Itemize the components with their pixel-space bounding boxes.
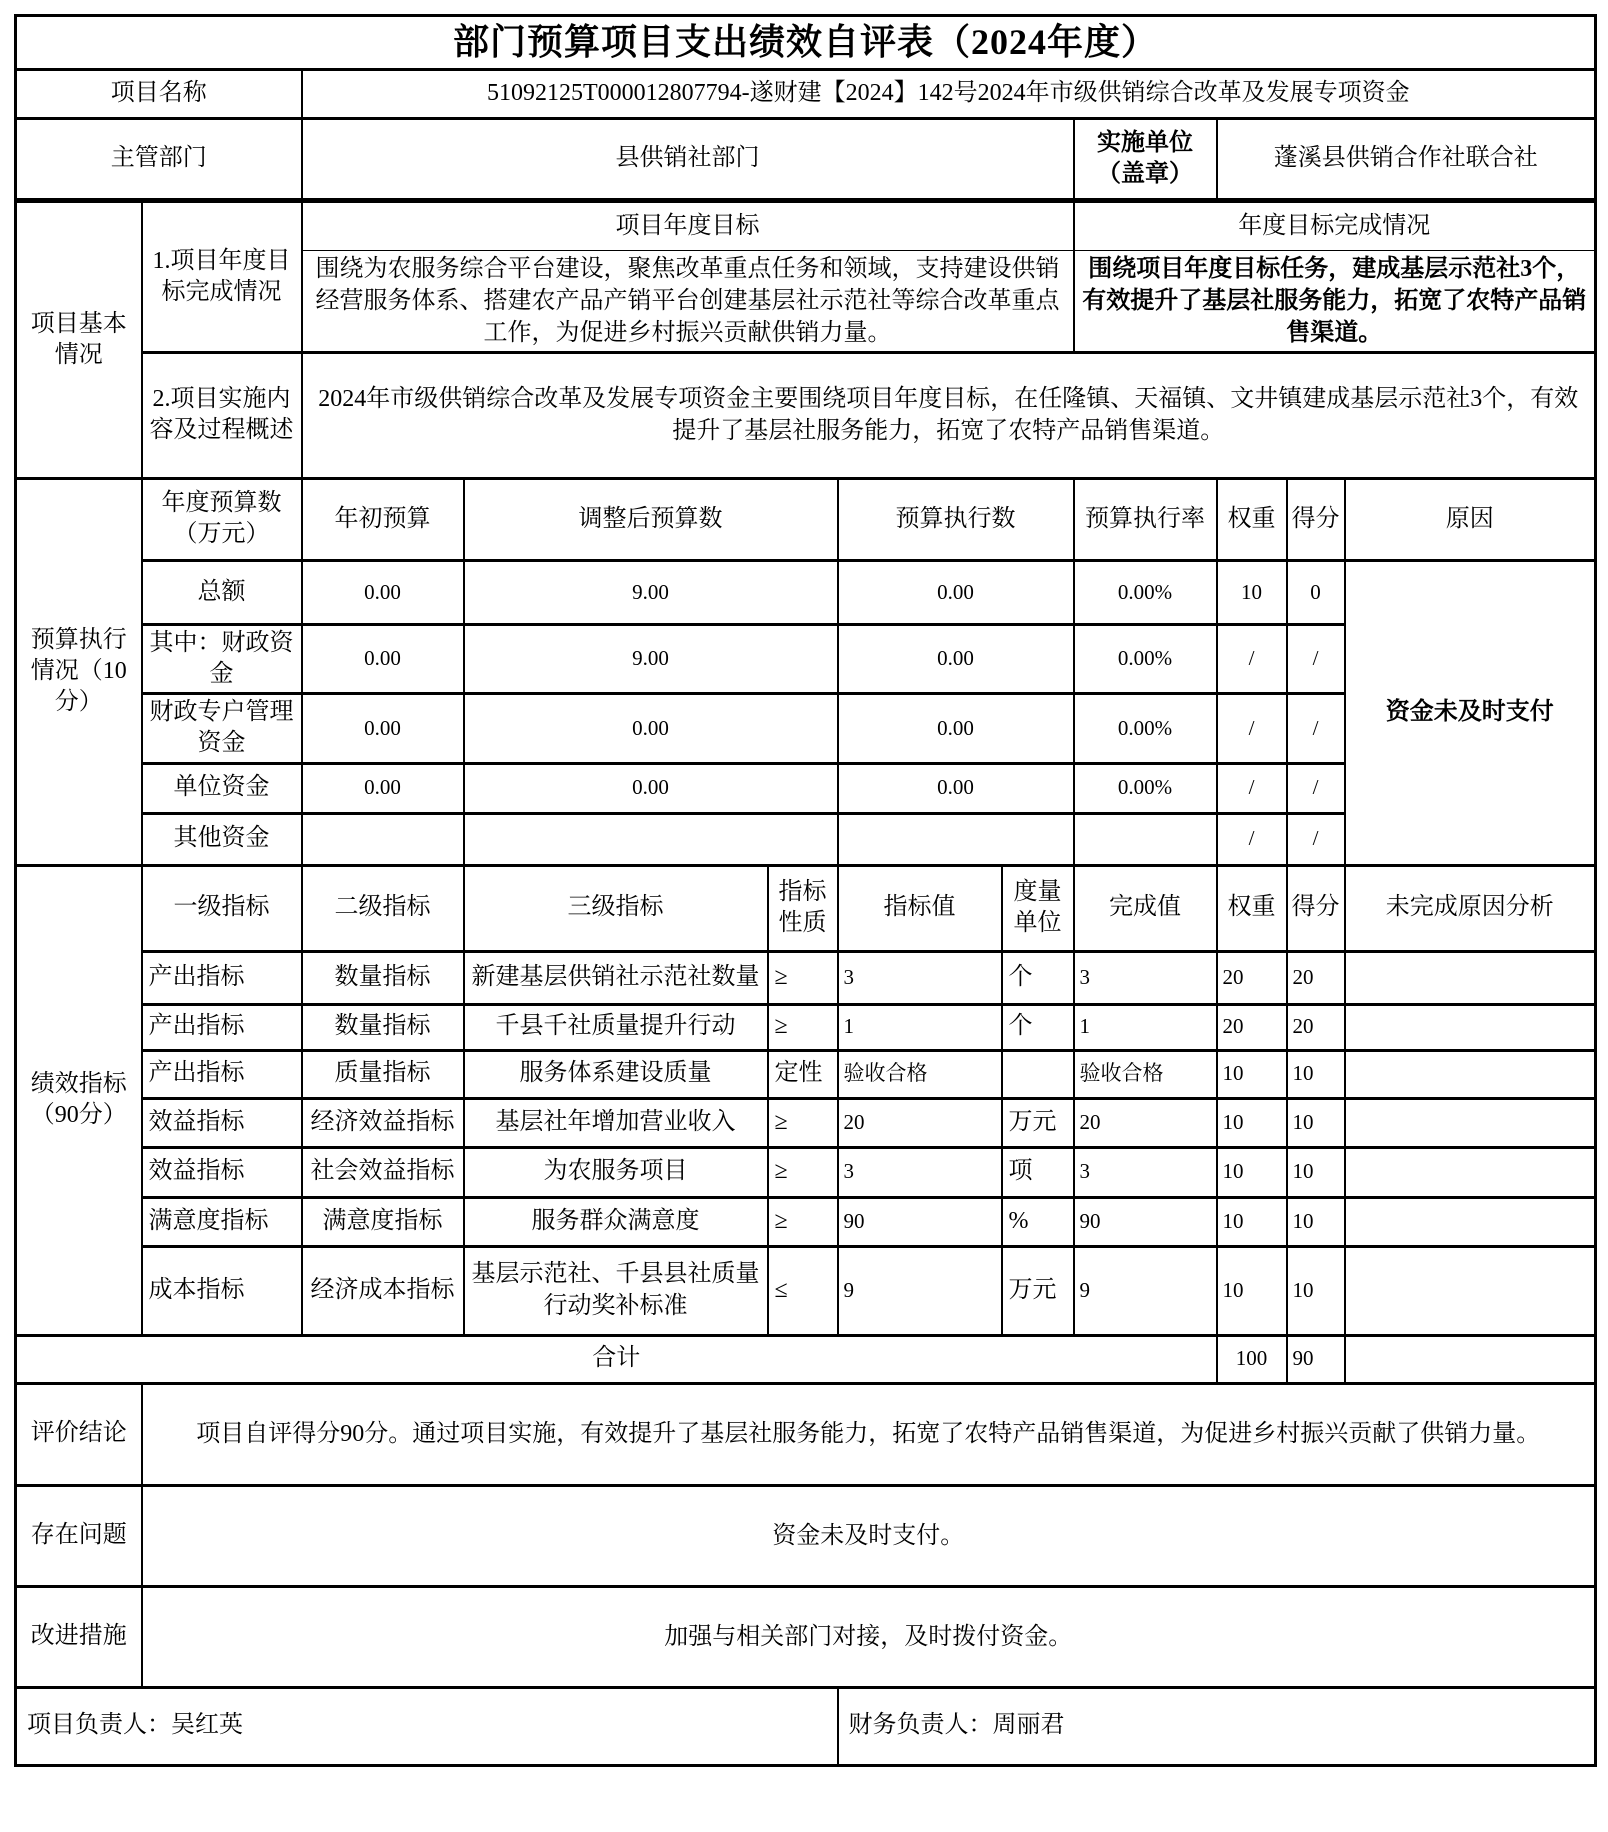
perf-header-done: 完成值 xyxy=(1074,865,1217,951)
perf-cell-reason xyxy=(1345,1246,1596,1335)
perf-cell-unit: 万元 xyxy=(1002,1246,1074,1335)
budget-cell: 0.00 xyxy=(302,694,464,763)
perf-cell-l1: 成本指标 xyxy=(142,1246,302,1335)
perf-cell-done: 3 xyxy=(1074,951,1217,1004)
budget-cell: 0.00 xyxy=(464,763,838,813)
budget-cell: 0.00 xyxy=(838,763,1074,813)
perf-cell-unit xyxy=(1002,1050,1074,1098)
perf-cell-l3: 服务群众满意度 xyxy=(464,1197,768,1246)
goal-done-header: 年度目标完成情况 xyxy=(1074,200,1596,250)
budget-cell: 0.00 xyxy=(838,694,1074,763)
perf-cell-reason xyxy=(1345,1197,1596,1246)
perf-cell-l1: 效益指标 xyxy=(142,1147,302,1197)
perf-header-unit: 度量单位 xyxy=(1002,865,1074,951)
budget-header-rate: 预算执行率 xyxy=(1074,478,1217,560)
budget-row-label: 总额 xyxy=(142,560,302,624)
perf-cell-unit: 个 xyxy=(1002,951,1074,1004)
conclusion-text: 项目自评得分90分。通过项目实施，有效提升了基层社服务能力，拓宽了农特产品销售渠道，为促进乡村振兴贡献了供销力量。 xyxy=(142,1383,1596,1485)
budget-header-reason: 原因 xyxy=(1345,478,1596,560)
impl-text: 2024年市级供销综合改革及发展专项资金主要围绕项目年度目标，在任隆镇、天福镇、文井镇建成基层示范社3个，有效提升了基层社服务能力，拓宽了农特产品销售渠道。 xyxy=(302,352,1596,478)
basic-section-label: 项目基本情况 xyxy=(16,200,142,478)
perf-cell-target: 9 xyxy=(838,1246,1002,1335)
perf-cell-l3: 基层社年增加营业收入 xyxy=(464,1098,768,1147)
improvement-label: 改进措施 xyxy=(16,1586,142,1687)
budget-cell: 0.00% xyxy=(1074,624,1217,693)
budget-row-label: 财政专户管理资金 xyxy=(142,694,302,763)
perf-header-weight: 权重 xyxy=(1217,865,1287,951)
perf-cell-target: 验收合格 xyxy=(838,1050,1002,1098)
perf-cell-weight: 20 xyxy=(1217,951,1287,1004)
perf-cell-l3: 为农服务项目 xyxy=(464,1147,768,1197)
perf-cell-target: 1 xyxy=(838,1004,1002,1050)
perf-cell-weight: 20 xyxy=(1217,1004,1287,1050)
perf-cell-l1: 满意度指标 xyxy=(142,1197,302,1246)
perf-header-l3: 三级指标 xyxy=(464,865,768,951)
project-name-label: 项目名称 xyxy=(16,69,302,118)
budget-cell: 0 xyxy=(1287,560,1345,624)
budget-cell: / xyxy=(1217,813,1287,865)
perf-cell-weight: 10 xyxy=(1217,1246,1287,1335)
perf-cell-done: 1 xyxy=(1074,1004,1217,1050)
perf-cell-score: 20 xyxy=(1287,1004,1345,1050)
budget-cell: 0.00% xyxy=(1074,694,1217,763)
perf-header-reason: 未完成原因分析 xyxy=(1345,865,1596,951)
perf-cell-weight: 10 xyxy=(1217,1197,1287,1246)
perf-cell-nature: 定性 xyxy=(768,1050,838,1098)
perf-cell-l1: 效益指标 xyxy=(142,1098,302,1147)
budget-cell: 0.00 xyxy=(838,560,1074,624)
goal-text: 围绕为农服务综合平台建设，聚焦改革重点任务和领域，支持建设供销经营服务体系、搭建农产品产销平台创建基层社示范社等综合改革重点工作，为促进乡村振兴贡献供销力量。 xyxy=(302,250,1074,352)
budget-cell: 0.00% xyxy=(1074,763,1217,813)
perf-cell-done: 9 xyxy=(1074,1246,1217,1335)
total-reason xyxy=(1345,1335,1596,1383)
budget-cell: / xyxy=(1217,624,1287,693)
impl-unit-value: 蓬溪县供销合作社联合社 xyxy=(1217,118,1596,200)
budget-cell: 9.00 xyxy=(464,560,838,624)
budget-header-score: 得分 xyxy=(1287,478,1345,560)
perf-header-l2: 二级指标 xyxy=(302,865,464,951)
perf-cell-score: 10 xyxy=(1287,1197,1345,1246)
budget-header-executed: 预算执行数 xyxy=(838,478,1074,560)
budget-cell: 0.00 xyxy=(464,694,838,763)
budget-cell: / xyxy=(1287,763,1345,813)
perf-cell-nature: ≥ xyxy=(768,951,838,1004)
total-weight: 100 xyxy=(1217,1335,1287,1383)
perf-cell-weight: 10 xyxy=(1217,1147,1287,1197)
budget-row-label: 其中：财政资金 xyxy=(142,624,302,693)
impl-unit-label: 实施单位（盖章） xyxy=(1074,118,1217,200)
form-title: 部门预算项目支出绩效自评表（2024年度） xyxy=(16,16,1596,70)
improvement-text: 加强与相关部门对接，及时拨付资金。 xyxy=(142,1586,1596,1687)
perf-cell-nature: ≥ xyxy=(768,1147,838,1197)
dept-label: 主管部门 xyxy=(16,118,302,200)
perf-cell-l3: 新建基层供销社示范社数量 xyxy=(464,951,768,1004)
perf-cell-weight: 10 xyxy=(1217,1098,1287,1147)
perf-cell-l2: 质量指标 xyxy=(302,1050,464,1098)
perf-cell-done: 90 xyxy=(1074,1197,1217,1246)
perf-cell-unit: 项 xyxy=(1002,1147,1074,1197)
budget-header-weight: 权重 xyxy=(1217,478,1287,560)
budget-header-annual: 年度预算数（万元） xyxy=(142,478,302,560)
perf-cell-target: 90 xyxy=(838,1197,1002,1246)
perf-cell-l2: 经济效益指标 xyxy=(302,1098,464,1147)
perf-cell-score: 10 xyxy=(1287,1098,1345,1147)
self-evaluation-table xyxy=(14,14,1597,1767)
perf-cell-nature: ≥ xyxy=(768,1197,838,1246)
perf-header-nature: 指标性质 xyxy=(768,865,838,951)
perf-cell-l2: 数量指标 xyxy=(302,951,464,1004)
budget-cell: / xyxy=(1287,624,1345,693)
budget-cell: / xyxy=(1287,694,1345,763)
goal-header: 项目年度目标 xyxy=(302,200,1074,250)
perf-header-l1: 一级指标 xyxy=(142,865,302,951)
perf-cell-l3: 服务体系建设质量 xyxy=(464,1050,768,1098)
perf-cell-done: 20 xyxy=(1074,1098,1217,1147)
perf-cell-l1: 产出指标 xyxy=(142,951,302,1004)
perf-header-target: 指标值 xyxy=(838,865,1002,951)
perf-cell-nature: ≥ xyxy=(768,1004,838,1050)
goal-row-label: 1.项目年度目标完成情况 xyxy=(142,200,302,352)
total-score: 90 xyxy=(1287,1335,1345,1383)
perf-cell-score: 10 xyxy=(1287,1246,1345,1335)
goal-done-text: 围绕项目年度目标任务，建成基层示范社3个，有效提升了基层社服务能力，拓宽了农特产品销售渠道。 xyxy=(1074,250,1596,352)
perf-cell-reason xyxy=(1345,1050,1596,1098)
perf-cell-l2: 数量指标 xyxy=(302,1004,464,1050)
perf-cell-unit: 万元 xyxy=(1002,1098,1074,1147)
perf-cell-reason xyxy=(1345,951,1596,1004)
perf-cell-nature: ≤ xyxy=(768,1246,838,1335)
budget-cell: 0.00% xyxy=(1074,560,1217,624)
budget-cell: 10 xyxy=(1217,560,1287,624)
perf-cell-unit: 个 xyxy=(1002,1004,1074,1050)
budget-row-label: 单位资金 xyxy=(142,763,302,813)
perf-cell-target: 20 xyxy=(838,1098,1002,1147)
perf-cell-target: 3 xyxy=(838,1147,1002,1197)
perf-cell-weight: 10 xyxy=(1217,1050,1287,1098)
budget-cell xyxy=(302,813,464,865)
problems-label: 存在问题 xyxy=(16,1485,142,1586)
budget-cell: / xyxy=(1217,763,1287,813)
perf-header-score: 得分 xyxy=(1287,865,1345,951)
perf-cell-l2: 社会效益指标 xyxy=(302,1147,464,1197)
perf-cell-done: 3 xyxy=(1074,1147,1217,1197)
project-manager: 项目负责人：吴红英 xyxy=(16,1687,838,1765)
perf-cell-nature: ≥ xyxy=(768,1098,838,1147)
performance-section-label: 绩效指标（90分） xyxy=(16,865,142,1335)
perf-cell-done: 验收合格 xyxy=(1074,1050,1217,1098)
problems-text: 资金未及时支付。 xyxy=(142,1485,1596,1586)
budget-cell xyxy=(1074,813,1217,865)
budget-cell: 0.00 xyxy=(302,560,464,624)
perf-cell-l3: 千县千社质量提升行动 xyxy=(464,1004,768,1050)
budget-cell xyxy=(838,813,1074,865)
finance-manager: 财务负责人：周丽君 xyxy=(838,1687,1596,1765)
budget-cell: 0.00 xyxy=(838,624,1074,693)
perf-cell-l1: 产出指标 xyxy=(142,1050,302,1098)
budget-cell: / xyxy=(1287,813,1345,865)
perf-cell-reason xyxy=(1345,1098,1596,1147)
budget-cell: / xyxy=(1217,694,1287,763)
budget-cell: 0.00 xyxy=(302,763,464,813)
perf-cell-score: 20 xyxy=(1287,951,1345,1004)
budget-cell: 0.00 xyxy=(302,624,464,693)
budget-row-label: 其他资金 xyxy=(142,813,302,865)
conclusion-label: 评价结论 xyxy=(16,1383,142,1485)
perf-cell-reason xyxy=(1345,1147,1596,1197)
budget-header-adjusted: 调整后预算数 xyxy=(464,478,838,560)
perf-cell-unit: % xyxy=(1002,1197,1074,1246)
impl-row-label: 2.项目实施内容及过程概述 xyxy=(142,352,302,478)
perf-cell-score: 10 xyxy=(1287,1147,1345,1197)
project-name-value: 51092125T000012807794-遂财建【2024】142号2024年市级供销综合改革及发展专项资金 xyxy=(302,69,1596,118)
perf-cell-score: 10 xyxy=(1287,1050,1345,1098)
perf-cell-l2: 经济成本指标 xyxy=(302,1246,464,1335)
dept-value: 县供销社部门 xyxy=(302,118,1074,200)
total-label: 合计 xyxy=(16,1335,1217,1383)
budget-cell: 9.00 xyxy=(464,624,838,693)
budget-cell xyxy=(464,813,838,865)
budget-header-initial: 年初预算 xyxy=(302,478,464,560)
budget-reason-cell: 资金未及时支付 xyxy=(1345,560,1596,865)
perf-cell-l3: 基层示范社、千县县社质量行动奖补标准 xyxy=(464,1246,768,1335)
budget-section-label: 预算执行情况（10分） xyxy=(16,478,142,865)
perf-cell-l1: 产出指标 xyxy=(142,1004,302,1050)
perf-cell-l2: 满意度指标 xyxy=(302,1197,464,1246)
perf-cell-target: 3 xyxy=(838,951,1002,1004)
perf-cell-reason xyxy=(1345,1004,1596,1050)
